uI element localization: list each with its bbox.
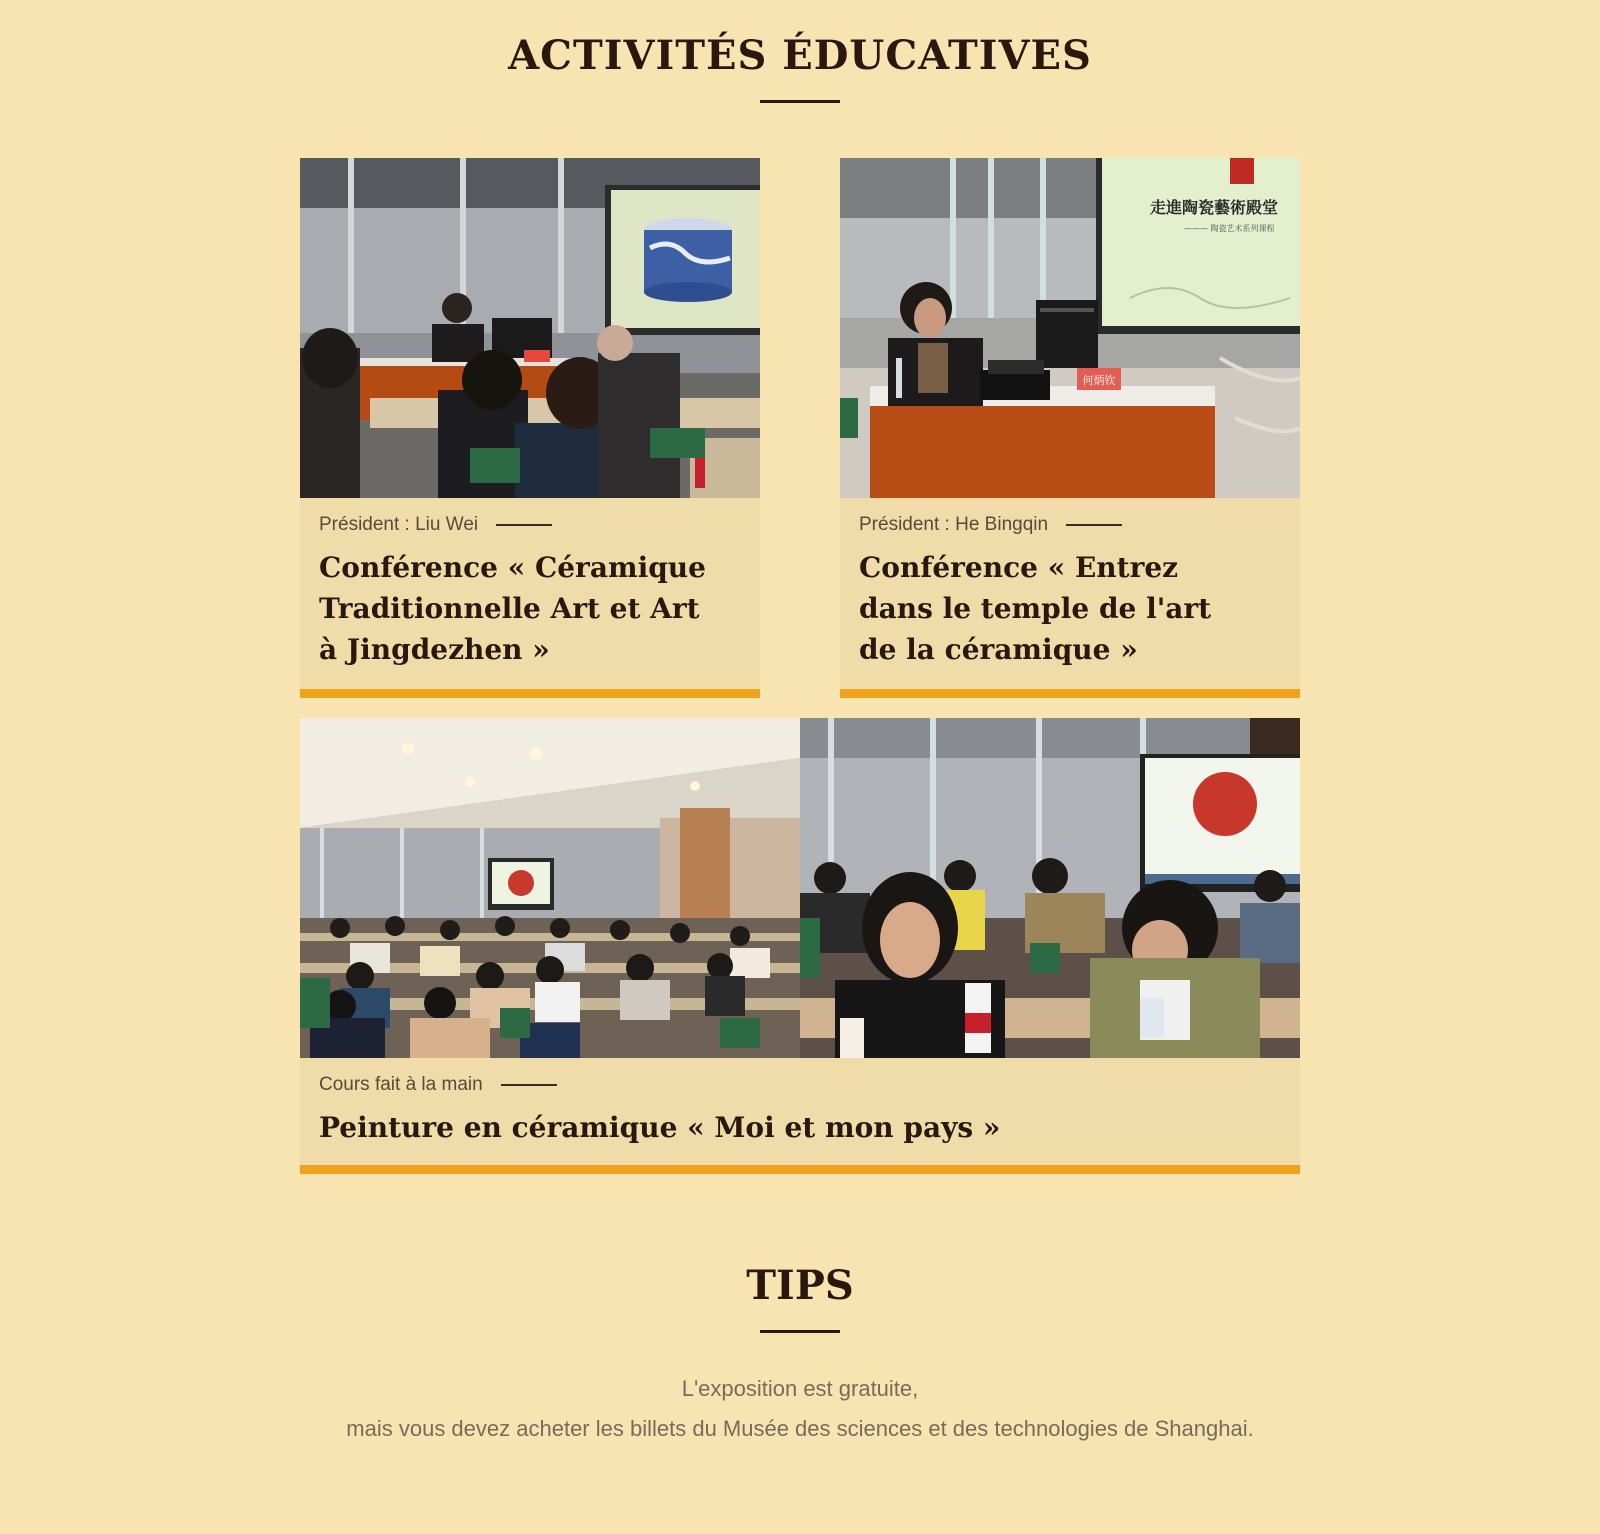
education-title-rule xyxy=(760,100,840,103)
card-title[interactable]: Peinture en céramique « Moi et mon pays » xyxy=(319,1111,1001,1144)
card-meta-text: Cours fait à la main xyxy=(319,1074,483,1095)
lecture-photo xyxy=(840,158,1300,498)
card-title[interactable]: Conférence « Céramique Traditionnelle Art et Art à Jingdezhen » xyxy=(319,551,706,666)
card-meta xyxy=(859,514,1122,536)
meta-dash xyxy=(1066,524,1122,526)
card-meta-text: Président : He Bingqin xyxy=(859,514,1049,535)
meta-dash xyxy=(496,524,552,526)
screen-subtitle: ——— 陶瓷艺术系列课程 xyxy=(1184,224,1275,233)
card-meta xyxy=(319,514,552,536)
card-title[interactable]: Conférence « Entrez dans le temple de l'art de la céramique » xyxy=(859,551,1212,666)
tips-title-rule xyxy=(760,1330,840,1333)
meta-dash xyxy=(501,1084,557,1086)
tips-section-title: TIPS xyxy=(746,1262,854,1309)
workshop-photo-right xyxy=(800,718,1300,1058)
education-section-title: ACTIVITÉS ÉDUCATIVES xyxy=(508,32,1092,79)
screen-title: 走進陶瓷藝術殿堂 xyxy=(1150,198,1279,217)
tips-line-tickets: mais vous devez acheter les billets du Musée des sciences et des technologies de Shanghai. xyxy=(346,1416,1254,1441)
activity-card-he-bingqin[interactable] xyxy=(840,158,1300,698)
card-meta xyxy=(319,1074,557,1096)
card-meta-text: Président : Liu Wei xyxy=(319,514,479,535)
activity-card-liu-wei[interactable] xyxy=(300,158,760,698)
nameplate-text: 何炳钦 xyxy=(1082,374,1116,387)
tips-line-free: L'exposition est gratuite, xyxy=(681,1376,919,1401)
workshop-photo-left xyxy=(300,718,800,1058)
activity-card-painting-course[interactable] xyxy=(300,718,1300,1174)
lecture-photo xyxy=(300,158,760,498)
